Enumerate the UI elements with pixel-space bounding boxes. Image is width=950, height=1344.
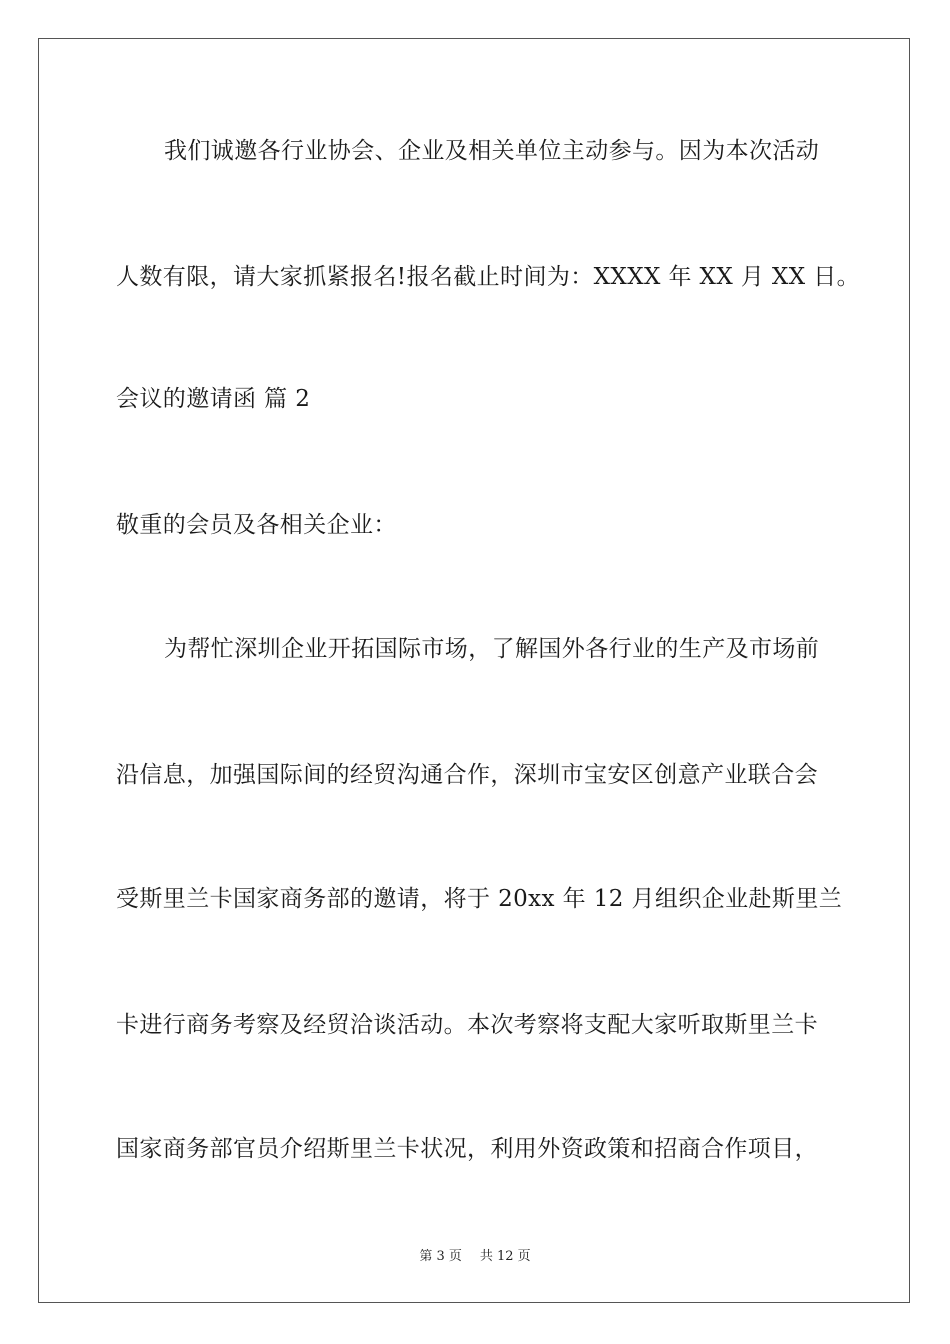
paragraph-line: 受斯里兰卡国家商务部的邀请，将于 20xx 年 12 月组织企业赴斯里兰 [116, 886, 843, 912]
paragraph-line: 为帮忙深圳企业开拓国际市场，了解国外各行业的生产及市场前 [164, 636, 820, 662]
page-footer [0, 1248, 950, 1266]
page-number: 第 3 页 [419, 1249, 462, 1264]
paragraph-line: 沿信息，加强国际间的经贸沟通合作，深圳市宝安区创意产业联合会 [116, 762, 818, 788]
total-pages: 共 12 页 [479, 1249, 531, 1264]
salutation: 敬重的会员及各相关企业： [116, 512, 397, 538]
page-border [38, 38, 910, 1303]
paragraph-line: 我们诚邀各行业协会、企业及相关单位主动参与。因为本次活动 [164, 138, 820, 164]
section-heading: 会议的邀请函 篇 2 [116, 386, 311, 412]
paragraph-line: 卡进行商务考察及经贸洽谈活动。本次考察将支配大家听取斯里兰卡 [116, 1012, 818, 1038]
paragraph-line: 国家商务部官员介绍斯里兰卡状况，利用外资政策和招商合作项目， [116, 1136, 818, 1162]
paragraph-line: 人数有限，请大家抓紧报名!报名截止时间为：XXXX 年 XX 月 XX 日。 [116, 264, 860, 290]
